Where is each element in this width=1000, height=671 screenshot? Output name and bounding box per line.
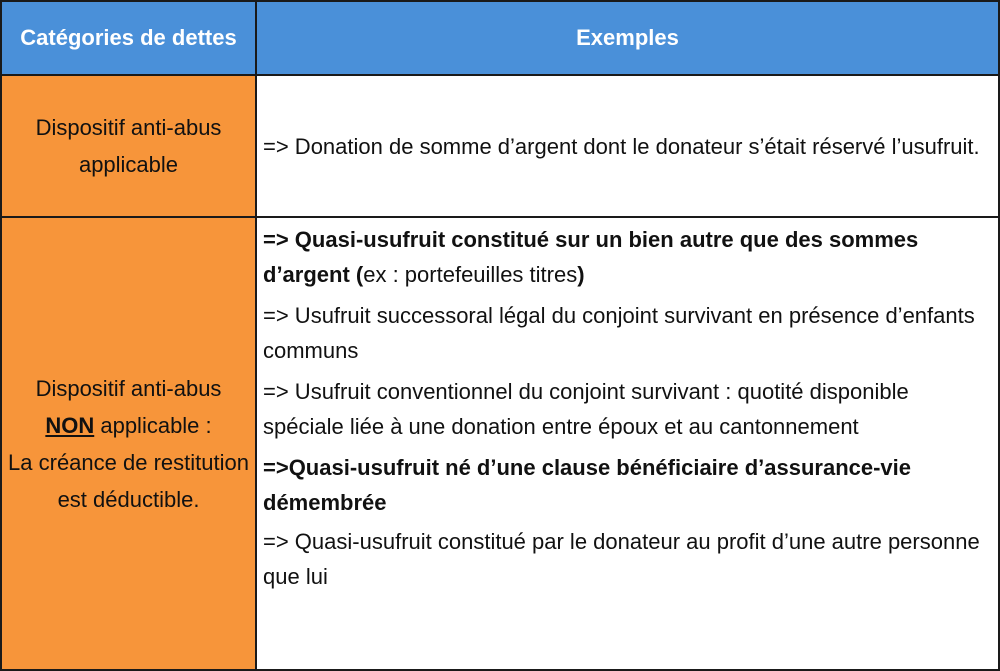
header-categories: Catégories de dettes (1, 1, 256, 75)
category-text: Dispositif anti-abus (35, 375, 222, 401)
header-row (1, 1, 999, 75)
table-row (1, 217, 999, 670)
category-text: La créance de restitution est déductible. (8, 449, 249, 512)
example-item: => Donation de somme d’argent dont le donateur s’était réservé l’usufruit. (263, 133, 980, 159)
example-cell (256, 75, 999, 217)
example-bold-text: => Quasi-usufruit constitué sur un bien autre que des sommes d’argent ( (263, 227, 919, 287)
example-item: =>Quasi-usufruit né d’une clause bénéficiaire d’assurance-vie démembrée (263, 455, 912, 515)
example-item: => Usufruit conventionnel du conjoint survivant : quotité disponible spéciale liée à une donation entre époux et au cantonnement (263, 379, 909, 439)
example-item: => Usufruit successoral légal du conjoint survivant en présence d’enfants communs (263, 303, 975, 363)
header-examples: Exemples (256, 1, 999, 75)
example-item: => Quasi-usufruit constitué par le donateur au profit d’une autre personne que lui (263, 529, 980, 589)
category-anti-abuse-not-applicable (1, 217, 256, 670)
example-cell (256, 217, 999, 670)
example-item (263, 222, 992, 292)
category-anti-abuse-applicable: Dispositif anti-abus applicable (1, 75, 256, 217)
non-emphasis: NON (45, 412, 95, 438)
example-bold-text: ) (577, 262, 585, 287)
category-text: applicable : (94, 412, 212, 438)
table-row (1, 75, 999, 217)
example-text: ex : portefeuilles titres (363, 262, 578, 287)
